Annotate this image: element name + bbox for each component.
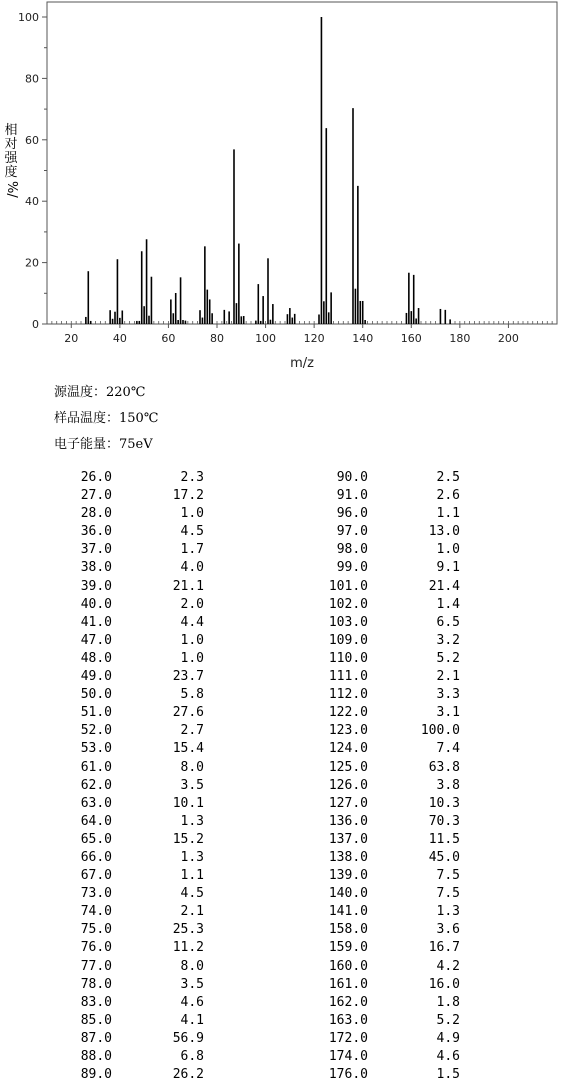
table-row [54, 740, 204, 758]
plot-frame [47, 2, 557, 324]
mz-value: 89.0 [80, 1067, 112, 1083]
y-axis-label-char: 对 [4, 137, 18, 152]
mz-value: 160.0 [328, 958, 368, 974]
x-tick-label: 140 [352, 332, 374, 345]
y-axis-label-char: 相 [4, 123, 18, 138]
table-row [54, 632, 204, 650]
condition-value: 150℃ [119, 411, 159, 426]
intensity-value: 11.5 [428, 831, 460, 847]
table-row [54, 939, 204, 957]
table-row [54, 976, 204, 994]
table-row [54, 686, 204, 704]
table-row [310, 469, 460, 487]
mz-value: 126.0 [328, 777, 368, 793]
table-row [310, 1012, 460, 1030]
intensity-value: 2.1 [436, 669, 460, 685]
x-tick-label: 40 [112, 332, 127, 345]
mz-value: 62.0 [80, 777, 112, 793]
table-row [54, 650, 204, 668]
y-axis-unit: %/ [4, 181, 19, 198]
intensity-value: 1.7 [180, 542, 204, 558]
mz-value: 138.0 [328, 849, 368, 865]
table-row [310, 559, 460, 577]
mz-value: 53.0 [80, 741, 112, 757]
mz-value: 98.0 [336, 542, 368, 558]
intensity-value: 3.5 [180, 976, 204, 992]
intensity-value: 3.2 [436, 632, 460, 648]
mz-value: 141.0 [328, 904, 368, 920]
y-tick-label: 60 [25, 133, 39, 147]
mass-spectrum-chart [0, 0, 570, 380]
table-row [310, 1048, 460, 1066]
intensity-value: 4.6 [180, 994, 204, 1010]
table-row [54, 469, 204, 487]
table-row [54, 759, 204, 777]
mz-value: 162.0 [328, 994, 368, 1010]
intensity-value: 8.0 [180, 759, 204, 775]
peak-bars [86, 17, 450, 324]
mz-value: 74.0 [80, 904, 112, 920]
mz-value: 111.0 [328, 669, 368, 685]
mz-value: 125.0 [328, 759, 368, 775]
table-row [310, 958, 460, 976]
mz-value: 61.0 [80, 759, 112, 775]
intensity-value: 15.4 [172, 741, 204, 757]
table-row [310, 867, 460, 885]
mz-value: 96.0 [336, 506, 368, 522]
x-tick-label: 200 [497, 332, 519, 345]
y-axis-label [3, 124, 19, 196]
intensity-value: 45.0 [428, 849, 460, 865]
mz-value: 49.0 [80, 669, 112, 685]
mz-value: 64.0 [80, 813, 112, 829]
table-row [54, 614, 204, 632]
y-tick-label: 20 [25, 256, 39, 270]
mz-value: 99.0 [336, 560, 368, 576]
table-row [54, 795, 204, 813]
mz-value: 52.0 [80, 723, 112, 739]
mz-value: 50.0 [80, 687, 112, 703]
intensity-value: 9.1 [436, 560, 460, 576]
mz-value: 139.0 [328, 868, 368, 884]
mz-value: 163.0 [328, 1012, 368, 1028]
table-row [54, 921, 204, 939]
mz-value: 109.0 [328, 632, 368, 648]
mz-value: 97.0 [336, 524, 368, 540]
x-axis-label: m/z [290, 356, 314, 371]
y-axis-label-char: 强 [4, 151, 18, 166]
table-row [310, 668, 460, 686]
mz-value: 137.0 [328, 831, 368, 847]
table-row [54, 1030, 204, 1048]
mz-value: 66.0 [80, 849, 112, 865]
mz-value: 75.0 [80, 922, 112, 938]
table-row [54, 668, 204, 686]
intensity-value: 5.2 [436, 650, 460, 666]
table-row [310, 939, 460, 957]
intensity-value: 4.5 [180, 524, 204, 540]
intensity-value: 1.0 [180, 632, 204, 648]
mz-value: 90.0 [336, 470, 368, 485]
intensity-value: 4.4 [180, 614, 204, 630]
table-row [310, 994, 460, 1012]
intensity-value: 25.3 [172, 922, 204, 938]
table-row [310, 976, 460, 994]
table-row [54, 505, 204, 523]
intensity-value: 2.6 [436, 488, 460, 504]
mz-value: 91.0 [336, 488, 368, 504]
condition-label: 电子能量： [54, 437, 120, 452]
mz-value: 40.0 [80, 596, 112, 612]
intensity-value: 23.7 [172, 669, 204, 685]
mz-value: 136.0 [328, 813, 368, 829]
intensity-value: 1.1 [436, 506, 460, 522]
table-row [310, 632, 460, 650]
y-axis [18, 11, 47, 331]
intensity-value: 4.5 [180, 886, 204, 902]
intensity-value: 16.0 [428, 976, 460, 992]
mz-value: 158.0 [328, 922, 368, 938]
intensity-value: 3.3 [436, 687, 460, 703]
intensity-value: 26.2 [172, 1067, 204, 1083]
mz-value: 159.0 [328, 940, 368, 956]
mz-value: 124.0 [328, 741, 368, 757]
intensity-value: 15.2 [172, 831, 204, 847]
intensity-value: 63.8 [428, 759, 460, 775]
mz-value: 48.0 [80, 650, 112, 666]
mz-value: 78.0 [80, 976, 112, 992]
intensity-value: 4.0 [180, 560, 204, 576]
intensity-value: 1.0 [180, 650, 204, 666]
table-row [310, 1066, 460, 1084]
intensity-value: 2.3 [180, 470, 204, 485]
mz-value: 140.0 [328, 886, 368, 902]
table-row [310, 541, 460, 559]
mz-value: 27.0 [80, 488, 112, 504]
intensity-value: 8.0 [180, 958, 204, 974]
sample-temperature [54, 409, 158, 435]
table-row [310, 650, 460, 668]
table-row [310, 921, 460, 939]
mz-value: 176.0 [328, 1067, 368, 1083]
source-temperature [54, 383, 158, 409]
condition-label: 样品温度： [54, 411, 120, 426]
table-row [54, 849, 204, 867]
table-row [54, 958, 204, 976]
mz-value: 112.0 [328, 687, 368, 703]
intensity-value: 1.0 [180, 506, 204, 522]
peak-table-right-column [310, 469, 460, 1084]
table-row [310, 523, 460, 541]
mz-value: 87.0 [80, 1030, 112, 1046]
intensity-value: 3.5 [180, 777, 204, 793]
intensity-value: 16.7 [428, 940, 460, 956]
x-tick-label: 120 [303, 332, 325, 345]
intensity-value: 17.2 [172, 488, 204, 504]
y-tick-label: 100 [18, 11, 39, 24]
intensity-value: 1.0 [436, 542, 460, 558]
intensity-value: 4.1 [180, 1012, 204, 1028]
x-axis [47, 321, 552, 345]
intensity-value: 4.2 [436, 958, 460, 974]
intensity-value: 7.5 [436, 886, 460, 902]
table-row [310, 831, 460, 849]
table-row [54, 994, 204, 1012]
table-row [54, 541, 204, 559]
condition-label: 源温度： [54, 385, 107, 400]
intensity-value: 100.0 [420, 723, 460, 739]
mz-value: 110.0 [328, 650, 368, 666]
intensity-value: 13.0 [428, 524, 460, 540]
intensity-value: 5.2 [436, 1012, 460, 1028]
table-row [310, 740, 460, 758]
condition-value: 220℃ [106, 385, 146, 400]
intensity-value: 1.1 [180, 868, 204, 884]
table-row [310, 505, 460, 523]
intensity-value: 2.1 [180, 904, 204, 920]
intensity-value: 2.5 [436, 470, 460, 485]
electron-energy [54, 435, 158, 461]
y-tick-label: 40 [25, 195, 39, 209]
mz-value: 122.0 [328, 705, 368, 721]
intensity-value: 3.8 [436, 777, 460, 793]
mz-value: 161.0 [328, 976, 368, 992]
table-row [310, 614, 460, 632]
mz-value: 28.0 [80, 506, 112, 522]
intensity-value: 1.5 [436, 1067, 460, 1083]
table-row [54, 559, 204, 577]
table-row [54, 596, 204, 614]
intensity-value: 4.9 [436, 1030, 460, 1046]
table-row [310, 759, 460, 777]
mz-value: 88.0 [80, 1049, 112, 1064]
mz-value: 101.0 [328, 578, 368, 594]
condition-value: 75eV [119, 437, 153, 452]
mz-value: 39.0 [80, 578, 112, 594]
table-row [54, 704, 204, 722]
mz-value: 127.0 [328, 795, 368, 811]
y-axis-label-char: 度 [4, 165, 18, 180]
x-tick-label: 60 [161, 332, 176, 345]
intensity-value: 3.1 [436, 705, 460, 721]
table-row [54, 722, 204, 740]
mz-value: 103.0 [328, 614, 368, 630]
intensity-value: 70.3 [428, 813, 460, 829]
x-tick-label: 20 [64, 332, 79, 345]
mz-value: 76.0 [80, 940, 112, 956]
table-row [54, 1012, 204, 1030]
intensity-value: 2.7 [180, 723, 204, 739]
table-row [54, 813, 204, 831]
mz-value: 102.0 [328, 596, 368, 612]
table-row [310, 722, 460, 740]
table-row [54, 578, 204, 596]
intensity-value: 56.9 [172, 1030, 204, 1046]
mz-value: 26.0 [80, 470, 112, 485]
table-row [54, 1066, 204, 1084]
mz-value: 172.0 [328, 1030, 368, 1046]
table-row [310, 596, 460, 614]
intensity-value: 2.0 [180, 596, 204, 612]
mz-value: 41.0 [80, 614, 112, 630]
table-row [310, 813, 460, 831]
table-row [54, 903, 204, 921]
table-row [54, 777, 204, 795]
mz-value: 51.0 [80, 705, 112, 721]
intensity-value: 6.5 [436, 614, 460, 630]
peak-table-left-column [54, 469, 204, 1084]
mz-value: 37.0 [80, 542, 112, 558]
x-tick-label: 160 [400, 332, 422, 345]
intensity-value: 1.3 [436, 904, 460, 920]
intensity-value: 6.8 [180, 1049, 204, 1064]
intensity-value: 21.4 [428, 578, 460, 594]
mz-value: 174.0 [328, 1049, 368, 1064]
mz-value: 67.0 [80, 868, 112, 884]
table-row [54, 867, 204, 885]
mz-value: 85.0 [80, 1012, 112, 1028]
intensity-value: 7.4 [436, 741, 460, 757]
table-row [310, 777, 460, 795]
intensity-value: 21.1 [172, 578, 204, 594]
table-row [310, 903, 460, 921]
table-row [54, 523, 204, 541]
table-row [54, 487, 204, 505]
x-tick-label: 80 [210, 332, 224, 345]
intensity-value: 10.1 [172, 795, 204, 811]
mz-value: 73.0 [80, 886, 112, 902]
intensity-value: 1.4 [436, 596, 460, 612]
intensity-value: 1.3 [180, 813, 204, 829]
table-row [310, 704, 460, 722]
intensity-value: 10.3 [428, 795, 460, 811]
table-row [310, 849, 460, 867]
intensity-value: 3.6 [436, 922, 460, 938]
intensity-value: 1.3 [180, 849, 204, 865]
y-tick-label: 80 [25, 72, 39, 86]
table-row [310, 487, 460, 505]
intensity-value: 11.2 [172, 940, 204, 956]
intensity-value: 5.8 [180, 687, 204, 703]
mz-value: 36.0 [80, 524, 112, 540]
intensity-value: 27.6 [172, 705, 204, 721]
mz-value: 63.0 [80, 795, 112, 811]
conditions-block [54, 383, 158, 461]
mz-value: 123.0 [328, 723, 368, 739]
table-row [54, 831, 204, 849]
y-tick-label: 0 [32, 318, 39, 331]
x-tick-label: 100 [255, 332, 277, 345]
table-row [310, 578, 460, 596]
intensity-value: 1.8 [436, 994, 460, 1010]
x-tick-label: 180 [449, 332, 471, 345]
table-row [54, 1048, 204, 1066]
mz-value: 47.0 [80, 632, 112, 648]
table-row [310, 885, 460, 903]
table-row [310, 795, 460, 813]
table-row [54, 885, 204, 903]
mz-value: 77.0 [80, 958, 112, 974]
intensity-value: 4.6 [436, 1049, 460, 1064]
table-row [310, 1030, 460, 1048]
table-row [310, 686, 460, 704]
mz-value: 83.0 [80, 994, 112, 1010]
mz-value: 65.0 [80, 831, 112, 847]
mz-value: 38.0 [80, 560, 112, 576]
intensity-value: 7.5 [436, 868, 460, 884]
